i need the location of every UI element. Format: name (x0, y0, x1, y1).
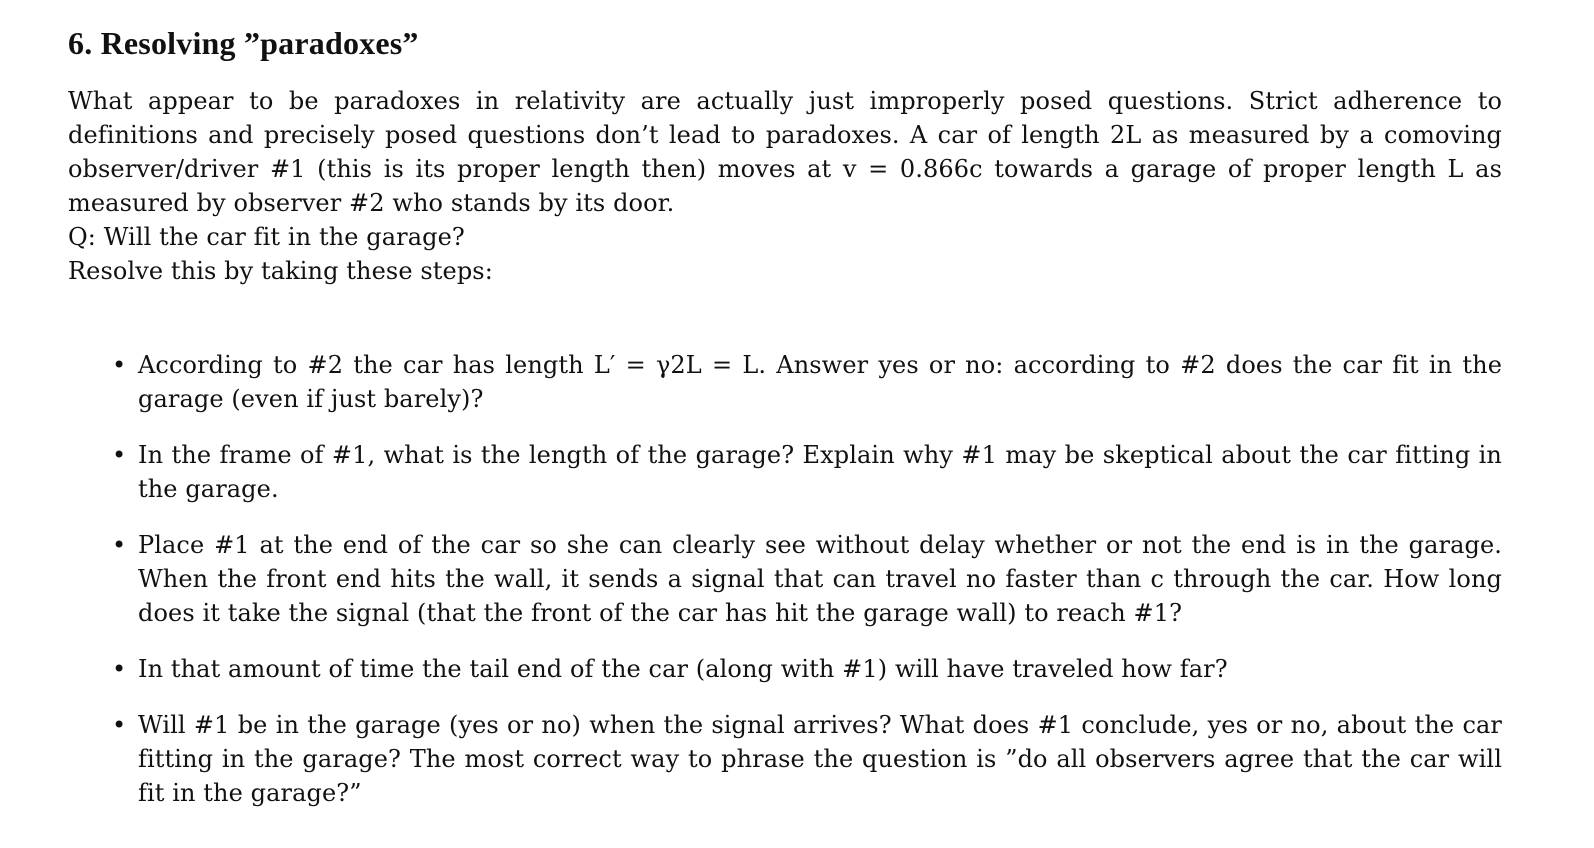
step-text: In that amount of time the tail end of the car (along with #1) will have traveled how far? (138, 655, 1228, 684)
step-text: Place #1 at the end of the car so she can clearly see without delay whether or not the end is in the garage. When the front end hits the wall, it sends a signal that can travel no faster than c through the car. How long does it take the signal (that the front of the car has hit the garage wall) to reach #1? (138, 531, 1502, 628)
step-text: Will #1 be in the garage (yes or no) when the signal arrives? What does #1 conclude, yes or no, about the car fitting in the garage? The most correct way to phrase the question is ”do all observers agree that the car will fit in the garage?” (138, 711, 1502, 808)
intro-paragraph: What appear to be paradoxes in relativity are actually just improperly posed questions. Strict adherence to definitions and precisely posed questions don’t lead to paradoxes. A car of length 2L as measured by a comoving observer/driver #1 (this is its proper length then) moves at v = 0.866c towards a garage of proper length L as measured by observer #2 who stands by its door. (68, 87, 1502, 218)
bullet-icon: • (112, 655, 127, 684)
question-line: Q: Will the car fit in the garage? (68, 223, 465, 252)
step-item (68, 652, 1502, 686)
step-text: In the frame of #1, what is the length of the garage? Explain why #1 may be skeptical about the car fitting in the garage. (138, 441, 1502, 504)
step-item (68, 348, 1502, 416)
steps-list (68, 348, 1502, 810)
step-item (68, 528, 1502, 630)
bullet-icon: • (112, 531, 127, 560)
bullet-icon: • (112, 711, 127, 740)
bullet-icon: • (112, 351, 127, 380)
steps-intro-line: Resolve this by taking these steps: (68, 257, 493, 286)
bullet-icon: • (112, 441, 127, 470)
step-item (68, 438, 1502, 506)
step-text: According to #2 the car has length L′ = γ2L = L. Answer yes or no: according to #2 does the car fit in the garage (even if just barely)? (138, 351, 1502, 414)
section-title: 6. Resolving ”paradoxes” (68, 25, 419, 61)
intro-block (68, 84, 1502, 288)
step-item (68, 708, 1502, 810)
